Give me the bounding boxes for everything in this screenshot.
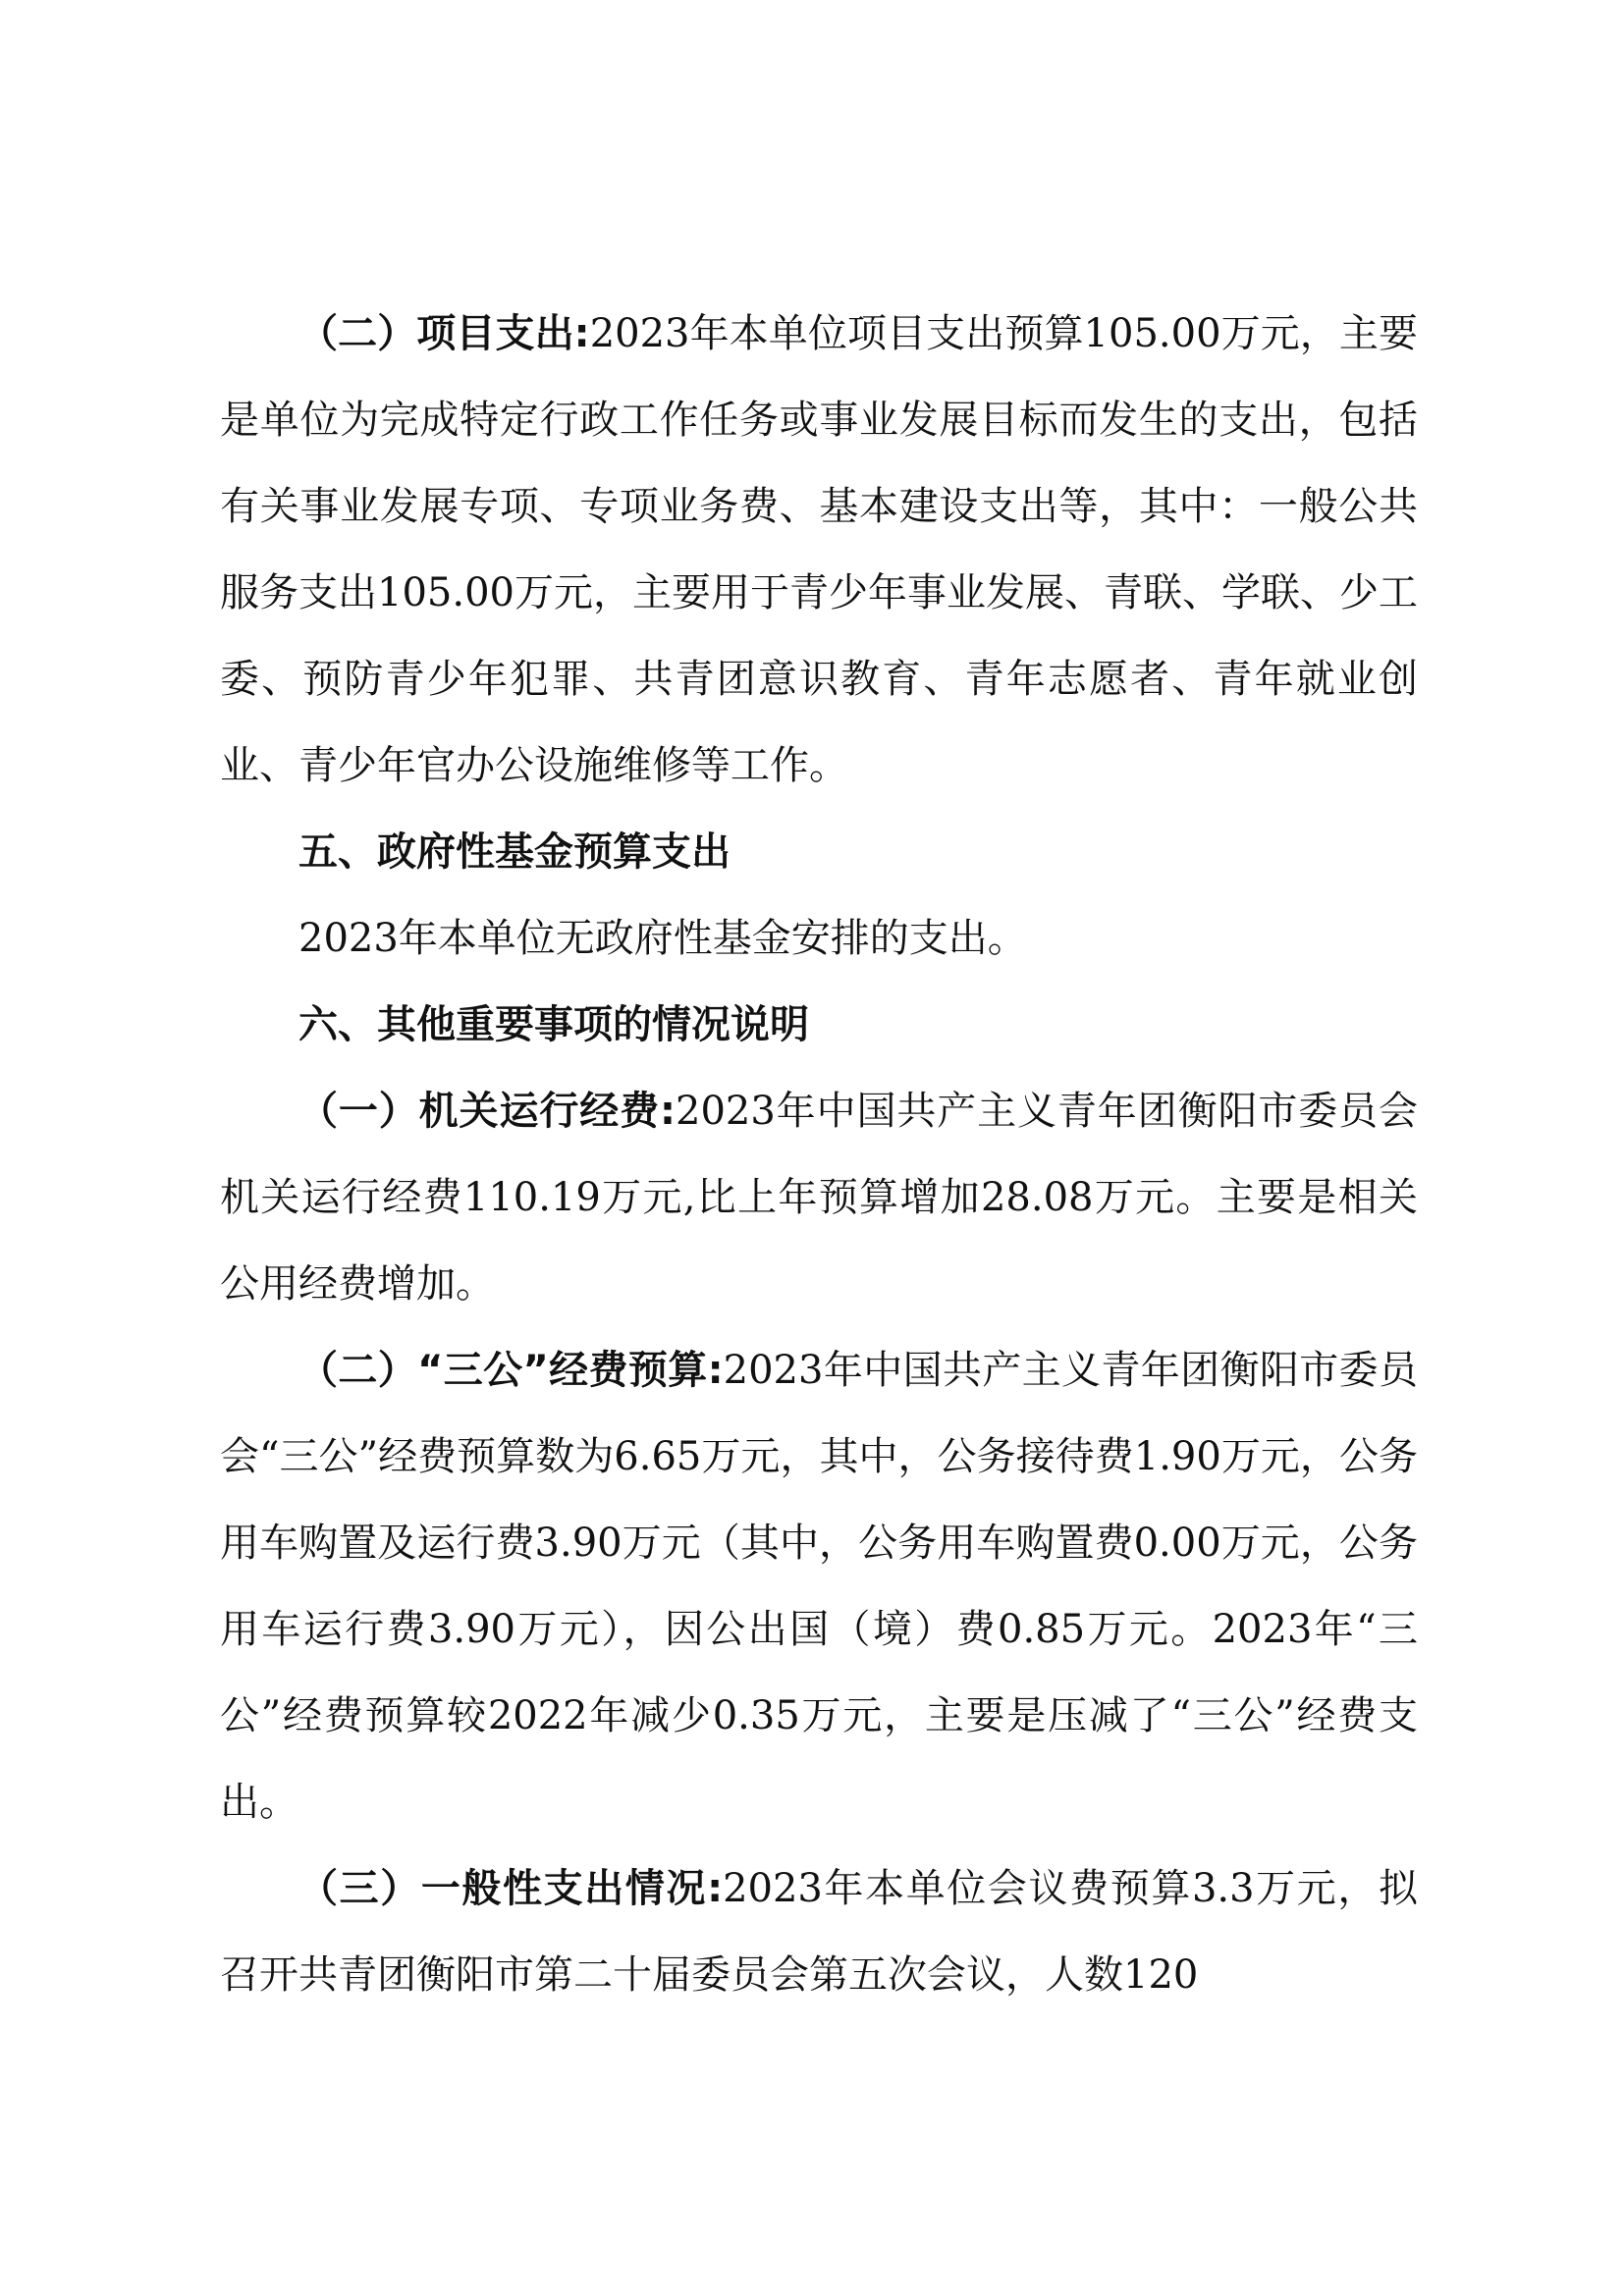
project-expense-body: 2023年本单位项目支出预算105.00万元，主要是单位为完成特定行政工作任务或事业发展目标而发生的支出，包括有关事业发展专项、专项业务费、基本建设支出等，其中：一般公共服务支出105.00万元，主要用于青少年事业发展、青联、学联、少工委、预防青少年犯罪、共青团意识教育、青年志愿者、青年就业创业、青少年官办公设施维修等工作。 xyxy=(220,311,1418,788)
general-expense-body: 2023年本单位会议费预算3.3万元，拟召开共青团衡阳市第二十届委员会第五次会议，人数120 xyxy=(220,1866,1418,1998)
three-public-lead: （二）“三公”经费预算: xyxy=(298,1348,724,1393)
three-public-paragraph xyxy=(220,1327,1418,1845)
document-page xyxy=(220,291,1418,2018)
agency-cost-body: 2023年中国共产主义青年团衡阳市委员会机关运行经费110.19万元,比上年预算增加28.08万元。主要是相关公用经费增加。 xyxy=(220,1089,1419,1307)
project-expense-paragraph xyxy=(220,291,1418,809)
agency-cost-lead: （一）机关运行经费: xyxy=(298,1089,676,1134)
section-heading-6: 六、其他重要事项的情况说明 xyxy=(298,1002,809,1047)
agency-cost-paragraph xyxy=(220,1068,1418,1327)
general-expense-paragraph xyxy=(220,1845,1418,2018)
general-expense-lead: （三）一般性支出情况: xyxy=(298,1866,724,1911)
section-heading-5: 五、政府性基金预算支出 xyxy=(298,829,731,875)
project-expense-lead: （二）项目支出: xyxy=(298,311,590,356)
gov-fund-paragraph: 2023年本单位无政府性基金安排的支出。 xyxy=(298,916,1027,961)
three-public-body: 2023年中国共产主义青年团衡阳市委员会“三公”经费预算数为6.65万元，其中，公务接待费1.90万元，公务用车购置及运行费3.90万元（其中，公务用车购置费0.00万元，公务用车运行费3.90万元），因公出国（境）费0.85万元。2023年“三公”经费预算较2022年减少0.35万元，主要是压减了“三公”经费支出。 xyxy=(220,1348,1419,1825)
